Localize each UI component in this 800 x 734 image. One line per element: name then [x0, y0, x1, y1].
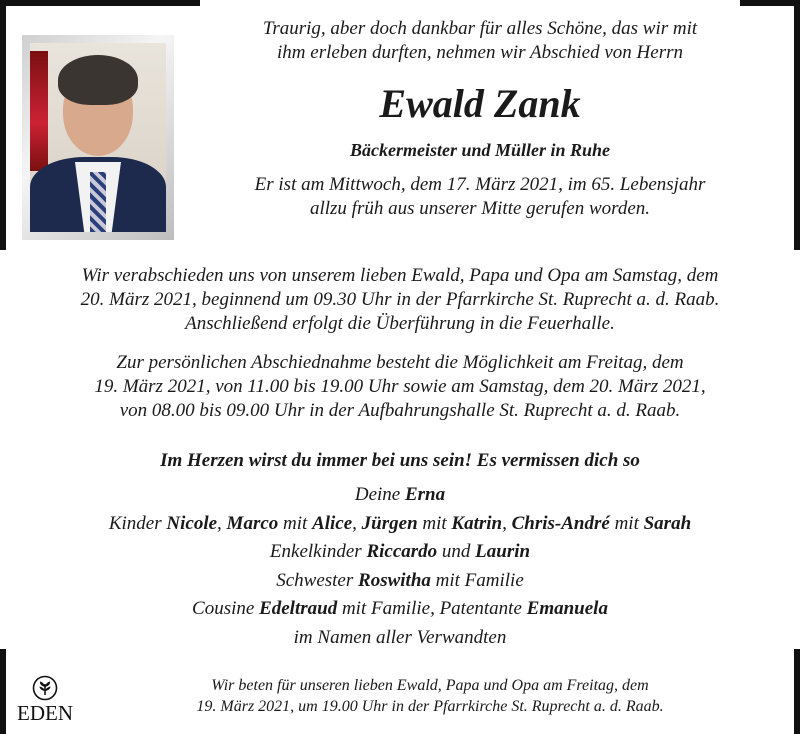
- eden-logo: [14, 675, 76, 725]
- leaf-circle-icon: [32, 675, 58, 701]
- viewing-line: Zur persönlichen Abschiednahme besteht die Möglichkeit am Freitag, dem: [116, 352, 684, 373]
- frame-bar: [794, 649, 800, 734]
- frame-bar: [0, 649, 6, 734]
- mourner-name: Chris-André: [511, 512, 610, 534]
- mourner-line-wife: Deine Erna: [354, 484, 446, 505]
- death-line: allzu früh aus unserer Mitte gerufen worden.: [309, 198, 651, 219]
- death-line: Er ist am Mittwoch, dem 17. März 2021, im 65. Lebensjahr: [254, 174, 706, 195]
- mourner-name: Sarah: [643, 512, 692, 534]
- prayer-line: Wir beten für unseren lieben Ewald, Papa und Opa am Freitag, dem: [211, 677, 649, 694]
- prayer-line: 19. März 2021, um 19.00 Uhr in der Pfarrkirche St. Ruprecht a. d. Raab.: [196, 698, 664, 715]
- mourner-name: Nicole: [166, 512, 218, 534]
- mourner-name: Emanuela: [526, 598, 608, 619]
- intro-text: [190, 17, 770, 65]
- mourner-name: Jürgen: [361, 512, 418, 534]
- mourner-line-cousin: Cousine Edeltraud mit Familie, Patentante Emanuela: [192, 598, 608, 619]
- deceased-profession: Bäckermeister und Müller in Ruhe: [349, 140, 611, 160]
- mourner-name: Erna: [404, 484, 446, 505]
- death-notice: [190, 173, 770, 221]
- mourner-name: Alice: [312, 512, 353, 534]
- viewing-line: von 08.00 bis 09.00 Uhr in der Aufbahrungshalle St. Ruprecht a. d. Raab.: [119, 400, 681, 421]
- intro-line: ihm erleben durften, nehmen wir Abschied von Herrn: [277, 42, 683, 63]
- frame-bar: [740, 0, 800, 6]
- mourners-list: [12, 481, 788, 652]
- logo-text: EDEN: [17, 701, 73, 725]
- mourner-name: Katrin: [451, 512, 503, 534]
- portrait-photo: [22, 35, 174, 240]
- funeral-paragraph: [12, 264, 788, 336]
- frame-bar: [0, 0, 6, 250]
- mourner-name: Marco: [226, 512, 279, 534]
- mourner-line-children: Kinder Nicole, Marco mit Alice, Jürgen mit Katrin, Chris-André mit Sarah: [108, 512, 692, 534]
- funeral-line: 20. März 2021, beginnend um 09.30 Uhr in der Pfarrkirche St. Ruprecht a. d. Raab.: [80, 289, 720, 310]
- mourner-line-sister: Schwester Roswitha mit Familie: [276, 569, 524, 591]
- mourner-line-relatives: im Namen aller Verwandten: [293, 626, 507, 648]
- deceased-name: Ewald Zank: [379, 81, 581, 126]
- mourner-line-grandchildren: Enkelkinder Riccardo und Laurin: [269, 541, 531, 562]
- prayer-notice: [90, 675, 770, 717]
- mourner-name: Roswitha: [358, 569, 431, 591]
- frame-bar: [0, 0, 200, 6]
- viewing-line: 19. März 2021, von 11.00 bis 19.00 Uhr sowie am Samstag, dem 20. März 2021,: [94, 376, 706, 397]
- mourner-name: Laurin: [475, 541, 531, 562]
- funeral-line: Wir verabschieden uns von unserem lieben Ewald, Papa und Opa am Samstag, dem: [81, 265, 719, 286]
- viewing-paragraph: [12, 351, 788, 423]
- frame-bar: [794, 0, 800, 250]
- closing-line: Im Herzen wirst du immer bei uns sein! Es vermissen dich so: [160, 450, 640, 471]
- mourner-name: Edeltraud: [259, 598, 338, 619]
- mourner-name: Riccardo: [366, 541, 438, 562]
- intro-line: Traurig, aber doch dankbar für alles Schöne, das wir mit: [262, 18, 698, 39]
- funeral-line: Anschließend erfolgt die Überführung in die Feuerhalle.: [185, 313, 615, 334]
